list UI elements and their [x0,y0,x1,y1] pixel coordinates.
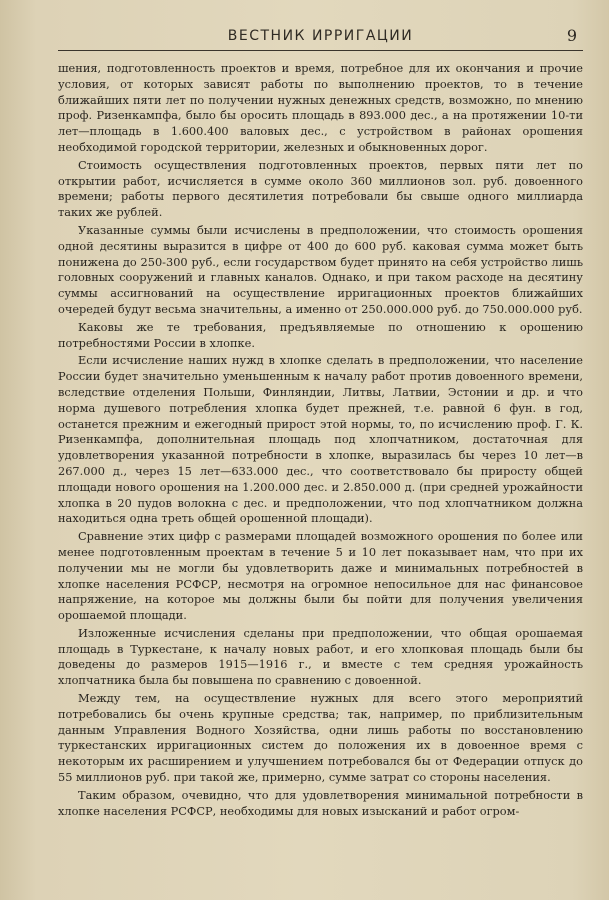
paragraph: Сравнение этих цифр с размерами площадей возможного орошения по более или менее подготовленным проектам в течение 5 и 10 лет показывает нам, что при их получении мы не могли бы удовлетворить даже и минимальных потребностей в хлопке населения РСФСР, несмотря на огромное непосильное для нас финансовое напряжение, на которое мы должны были бы пойти для получения увеличения орошаемой площади. [58,529,583,623]
paragraph: Стоимость осуществления подготовленных проектов, первых пяти лет по открытии работ, исчисляется в сумме около 360 миллионов зол. руб. довоенного времени; работы первого десятилетия потребовали бы свыше одного миллиарда таких же рублей. [58,157,583,220]
paragraph: шения, подготовленность проектов и время, потребное для их окончания и прочие условия, от которых зависят работы по выполнению проектов, то в течение ближайших пяти лет по получении нужных денежных средств, возможно, по мнению проф. Ризенкампфа, было бы оросить площадь в 893.000 дес., а на протяжении 10-ти лет—площадь в 1.600.400 валовых дес., с устройством в районах орошения необходимой городской территории, железных и обыкновенных дорог. [58,61,583,154]
paragraph: Каковы же те требования, предъявляемые по отношению к орошению потребностями России в хлопке. [58,319,583,350]
paragraph: Изложенные исчисления сделаны при предположении, что общая орошаемая площадь в Туркестане, к началу новых работ, и его хлопковая площадь были бы доведены до размеров 1915—1916 г., и вместе с тем средняя урожайность хлопчатника была бы повышена по сравнению с довоенной. [58,625,583,688]
article-body [58,61,583,819]
journal-title: ВЕСТНИК ИРРИГАЦИИ [227,28,414,44]
paragraph: Указанные суммы были исчислены в предположении, что стоимость орошения одной десятины выразится в цифре от 400 до 600 руб. каковая сумма может быть понижена до 250-300 руб., если государством будет принято на себя устройство лишь головных сооружений и главных каналов. Однако, и при таком расходе на десятину суммы ассигнований на осуществление ирригационных проектов ближайших очередей будут весьма значительны, а именно от 250.000.000 руб. до 750.000.000 руб. [58,222,583,316]
running-header [58,24,583,51]
paragraph: Если исчисление наших нужд в хлопке сделать в предположении, что население России будет значительно уменьшенным к началу работ против довоенного времени, вследствие отделения Польши, Финляндии, Литвы, Латвии, Эстонии и др. и что норма душевого потребления хлопка будет прежней, т.е. равной 6 фун. в год, останется прежним и ежегодный прирост этой нормы, то, по исчислению проф. Г. К. Ризенкампфа, дополнительная площадь под хлопчатником, достаточная для удовлетворения указанной потребности в хлопке, выразилась бы через 10 лет—в 267.000 д., через 15 лет—633.000 дес., что соответствовало бы приросту общей площади нового орошения на 1.200.000 дес. и 2.850.000 д. (при средней урожайности хлопка в 20 пудов волокна с дес. и предположении, что под хлопчатником должна находиться одна треть общей орошенной площади). [58,353,583,526]
page-number: 9 [566,26,577,45]
paragraph: Таким образом, очевидно, что для удовлетворения минимальной потребности в хлопке населения РСФСР, необходимы для новых изысканий и работ огром- [58,787,583,818]
paragraph: Между тем, на осуществление нужных для всего этого мероприятий потребовались бы очень крупные средства; так, например, по приблизительным данным Управления Водного Хозяйства, одни лишь работы по восстановлению туркестанских ирригационных систем до положения их в довоенное время с некоторым их расширением и улучшением потребовался бы от Федерации отпуск до 55 миллионов руб. при такой же, примерно, сумме затрат со стороны населения. [58,691,583,785]
